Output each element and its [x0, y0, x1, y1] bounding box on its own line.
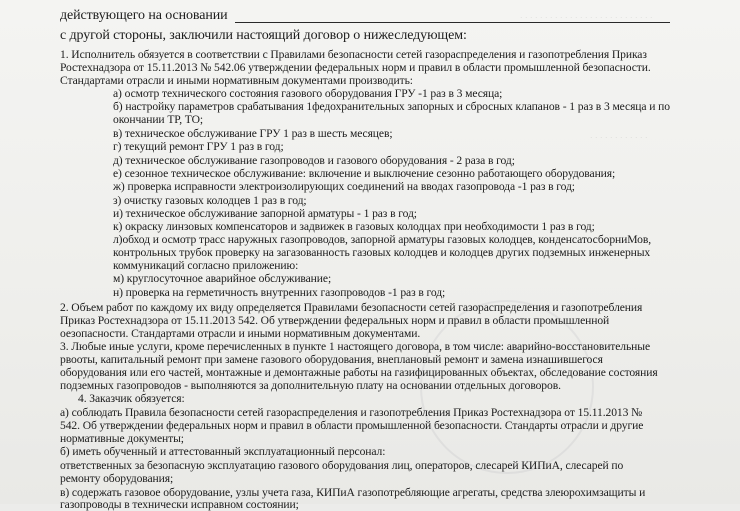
- list-item: ж) проверка исправности электроизолирующих соединений на вводах газопровода -1 раз в год;: [113, 180, 575, 193]
- para4-line: ремонту оборудования;: [60, 472, 174, 485]
- list-item: к) окраску линзовых компенсаторов и задвижек в газовых колодцах при необходимости 1 раз в год;: [113, 220, 595, 233]
- list-item: д) техническое обслуживание газопроводов и газового оборудования - 2 раза в год;: [113, 154, 515, 167]
- bleed-through-text: . . . . . . . . . . . . . . . . . . . . . . . . . . .: [520, 10, 653, 20]
- para4-line: ответственных за безопасную эксплуатацию газового оборудования лиц, операторов, слесарей КИПиА, слесарей по: [60, 459, 624, 472]
- list-item: контрольных трубок проверку на загазованность газовых колодцев и колодцев других подземных инженерных: [113, 246, 651, 259]
- para1-line: 1. Исполнитель обязуется в соответствии с Правилами безопасности сетей газораспределения и газопотребления Приказ: [60, 48, 647, 61]
- list-item: и) техническое обслуживание запорной арматуры - 1 раз в год;: [113, 207, 417, 220]
- para1-line: Ростехнадзора от 15.11.2013 № 542.06 утверждении федеральных норм и правил в области промышленной безопасности.: [60, 61, 651, 74]
- para4-heading: 4. Заказчик обязуется:: [78, 392, 185, 405]
- list-item: г) текущий ремонт ГРУ 1 раз в год;: [113, 140, 284, 153]
- para2-line: оезопасности. Стандартами отрасли и иными нормативным документами.: [60, 327, 421, 340]
- para1-line: Стандартами отрасли и иными нормативным документами производить:: [60, 74, 413, 87]
- list-item: в) техническое обслуживание ГРУ 1 раз в шесть месяцев;: [113, 127, 393, 140]
- basis-blank-line: [235, 22, 670, 23]
- basis-line: действующего на основании: [60, 8, 228, 23]
- list-item: а) осмотр технического состояния газового оборудования ГРУ -1 раз в 3 месяца;: [113, 87, 503, 100]
- para4-line: 542. Об утверждении федеральных норм и правил в области промышленной безопасности. Стандарты отрасли и другие: [60, 419, 644, 432]
- para3-line: оборудования или его частей, монтажные и демонтажные работы на газифицированных объектах, обследование состояния: [60, 366, 658, 379]
- list-item: окончании ТР, ТО;: [113, 113, 204, 126]
- list-item: м) круглосуточное аварийное обслуживание;: [113, 272, 332, 285]
- list-item: з) очистку газовых колодцев 1 раз в год;: [113, 194, 307, 207]
- para2-line: 2. Объем работ по каждому их виду определяется Правилами безопасности сетей газораспределения и газопотребления: [60, 301, 643, 314]
- para3-line: рвооты, капитальный ремонт при замене газового оборудования, внеплановый ремонт и замена изнашившегося: [60, 353, 603, 366]
- list-item: е) сезонное техническое обслуживание: включение и выключение сезонно работающего оборудования;: [113, 167, 616, 180]
- para3-line: подземных газопроводов - выполняются за дополнительную плату на основании отдельных договоров.: [60, 379, 561, 392]
- bleed-through-text: . . . . . . . . . . . .: [590, 130, 648, 140]
- para4-line: газопроводы в технически исправном состоянии;: [60, 498, 299, 511]
- other-side-line: с другой стороны, заключили настоящий договор о нижеследующем:: [60, 28, 467, 43]
- list-item: л)обход и осмотр трасс наружных газопроводов, запорной арматуры газовых колодцев, конденсатосборниМов,: [113, 233, 652, 246]
- para4-line: а) соблюдать Правила безопасности сетей газораспределения и газопотребления Приказ Ростехнадзора от 15.11.2013 №: [60, 406, 643, 419]
- para4-line: в) содержать газовое оборудование, узлы учета газа, КИПиА газопотребляющие агрегаты, средства злеюрохимзащиты и: [60, 486, 646, 499]
- para4-line: нормативные документы;: [60, 432, 184, 445]
- para2-line: Приказ Ростехнадзора от 15.11.2013 542. Об утверждении федеральных норм и правил в области промышленной: [60, 314, 610, 327]
- para4-line: б) иметь обученный и аттестованный эксплуатационный персонал:: [60, 445, 386, 458]
- list-item: б) настройку параметров срабатывания 1федохранительных запорных и сбросных клапанов - 1 раз в 3 месяца и по: [113, 100, 670, 113]
- list-item: н) проверка на герметичность внутренних газопроводов -1 раз в год;: [113, 286, 446, 299]
- para3-line: 3. Любые иные услуги, кроме перечисленных в пункте 1 настоящего договора, в том числе: аварийно-восстановительные: [60, 340, 651, 353]
- list-item: коммуникаций согласно приложению:: [113, 259, 299, 272]
